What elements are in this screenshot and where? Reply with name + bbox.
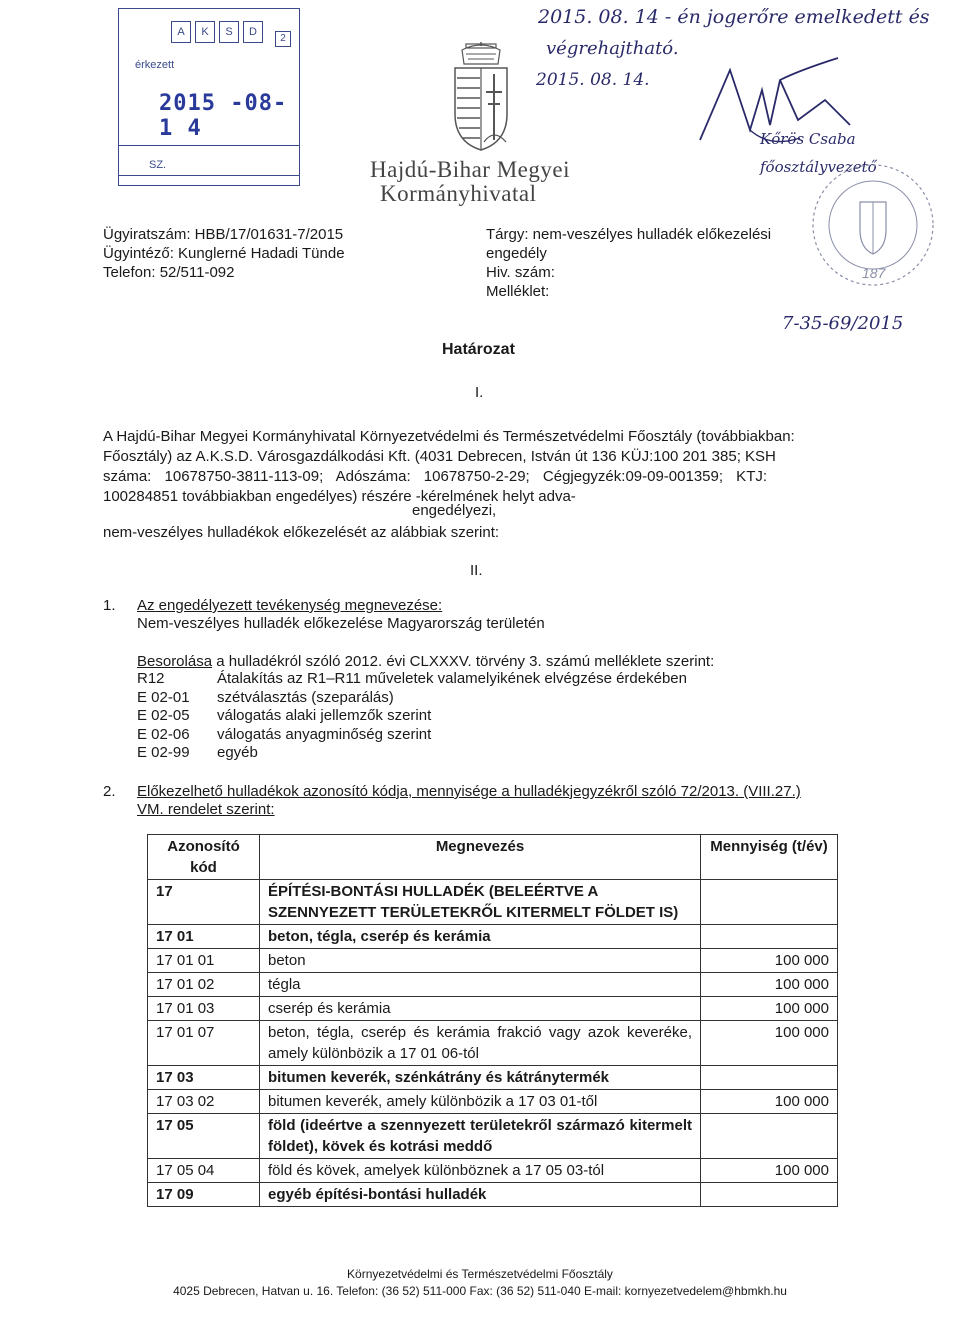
operation-codes	[137, 670, 687, 763]
item1-heading: Az engedélyezett tevékenység megnevezése:	[137, 597, 443, 614]
waste-name: föld és kövek, amelyek különböznek a 17 05 03-tól	[260, 1159, 701, 1183]
waste-code: 17 05	[148, 1114, 260, 1159]
waste-code-table	[147, 834, 838, 1207]
waste-name: beton, tégla, cserép és kerámia	[260, 925, 701, 949]
waste-quantity: 100 000	[701, 1159, 838, 1183]
officer-phone: Telefon: 52/511-092	[103, 264, 235, 281]
table-row	[148, 1021, 838, 1066]
waste-quantity: 100 000	[701, 1021, 838, 1066]
waste-code: 17 01	[148, 925, 260, 949]
waste-name: beton, tégla, cserép és kerámia frakció vagy azok keveréke, amely különbözik a 17 01 06-tól	[260, 1021, 701, 1066]
stamp-box-letter: D	[243, 21, 263, 43]
classification-text: a hulladékról szóló 2012. évi CLXXXV. törvény 3. számú melléklete szerint:	[216, 653, 715, 670]
waste-code: 17 05 04	[148, 1159, 260, 1183]
item2-heading-cont: VM. rendelet szerint:	[137, 801, 275, 818]
intro-line: Főosztály) az A.K.S.D. Városgazdálkodási Kft. (4031 Debrecen, István út 136 KÜJ:100 201 385; KSH	[103, 448, 776, 465]
section-number-2: II.	[470, 562, 483, 579]
waste-quantity: 100 000	[701, 973, 838, 997]
table-row	[148, 1090, 838, 1114]
column-header-quantity: Mennyiség (t/év)	[701, 835, 838, 880]
intro-line: száma: 10678750-3811-113-09; Adószáma: 10678750-2-29; Cégjegyzék:09-09-001359; KTJ:	[103, 468, 768, 485]
waste-code: 17 09	[148, 1183, 260, 1207]
case-officer: Ügyintéző: Kunglerné Hadadi Tünde	[103, 245, 345, 262]
waste-name: beton	[260, 949, 701, 973]
intro-line: 100284851 továbbiakban engedélyes) részére -kérelmének helyt adva-	[103, 488, 576, 505]
table-row	[148, 925, 838, 949]
waste-name: egyéb építési-bontási hulladék	[260, 1183, 701, 1207]
operation-code: R12	[137, 670, 165, 687]
intro-closing: nem-veszélyes hulladékok előkezelését az alábbiak szerint:	[103, 524, 500, 541]
table-row	[148, 949, 838, 973]
waste-code: 17	[148, 880, 260, 925]
handwritten-date: 2015. 08. 14.	[536, 70, 650, 90]
footer-contact: 4025 Debrecen, Hatvan u. 16. Telefon: (36 52) 511-000 Fax: (36 52) 511-040 E-mail: kornyezetvedelem@hbmkh.hu	[173, 1284, 787, 1298]
operation-desc: egyéb	[217, 744, 258, 761]
waste-quantity: 100 000	[701, 949, 838, 973]
item1-number: 1.	[103, 597, 116, 614]
stamp-label: érkezett	[135, 59, 175, 71]
waste-quantity	[701, 1183, 838, 1207]
received-stamp	[118, 8, 300, 186]
stamp-divider	[119, 175, 299, 176]
section-number-1: I.	[475, 384, 484, 401]
operation-code: E 02-06	[137, 725, 190, 743]
operation-code-row	[137, 744, 687, 763]
signer-name: Kőrös Csaba	[760, 130, 856, 148]
header-line1: Hajdú-Bihar Megyei	[370, 157, 570, 182]
waste-quantity	[701, 1114, 838, 1159]
stamp-box-letter: K	[195, 21, 215, 43]
table-row	[148, 1183, 838, 1207]
intro-line: A Hajdú-Bihar Megyei Kormányhivatal Környezetvédelmi és Természetvédelmi Főosztály (továbbiakban:	[103, 428, 795, 445]
intro-paragraph	[103, 427, 857, 507]
operation-code-row	[137, 707, 687, 726]
table-row	[148, 1066, 838, 1090]
classification-label: Besorolása	[137, 653, 213, 670]
waste-name: ÉPÍTÉSI-BONTÁSI HULLADÉK (BELEÉRTVE A SZENNYEZETT TERÜLETEKRŐL KITERMELT FÖLDET IS)	[260, 880, 701, 925]
waste-name: bitumen keverék, amely különbözik a 17 03 01-től	[260, 1090, 701, 1114]
column-header-name: Megnevezés	[260, 835, 701, 880]
waste-code: 17 01 02	[148, 973, 260, 997]
table-row	[148, 880, 838, 925]
reference-number: Hiv. szám:	[486, 264, 555, 281]
seal-number: 187	[862, 265, 886, 281]
attachment: Melléklet:	[486, 283, 550, 300]
waste-code: 17 01 03	[148, 997, 260, 1021]
waste-quantity	[701, 925, 838, 949]
waste-name: föld (ideértve a szennyezett területekről származó kitermelt földet), kövek és kotrási meddő	[260, 1114, 701, 1159]
waste-code: 17 01 01	[148, 949, 260, 973]
stamp-box-letter: S	[219, 21, 239, 43]
operation-desc: szétválasztás (szeparálás)	[217, 688, 394, 706]
stamp-divider	[119, 145, 299, 146]
table-row	[148, 1114, 838, 1159]
operation-desc: válogatás alaki jellemzők szerint	[217, 707, 432, 724]
waste-quantity: 100 000	[701, 1090, 838, 1114]
table-row	[148, 997, 838, 1021]
handwritten-note-line2: végrehajtható.	[546, 38, 679, 59]
header-line2: Kormányhivatal	[380, 181, 537, 206]
waste-code: 17 03 02	[148, 1090, 260, 1114]
operation-code: E 02-99	[137, 744, 190, 761]
subject-cont: engedély	[486, 245, 547, 262]
table-header-row	[148, 835, 838, 880]
classification	[137, 652, 714, 672]
stamp-box-number: 2	[275, 31, 291, 47]
waste-name: tégla	[260, 973, 701, 997]
stamp-box-letter: A	[171, 21, 191, 43]
meta-right	[486, 225, 771, 301]
operation-code: E 02-05	[137, 707, 190, 724]
footer-department: Környezetvédelmi és Természetvédelmi Főosztály	[347, 1267, 613, 1281]
stamp-date: 2015 -08- 1 4	[159, 91, 288, 141]
operation-code: E 02-01	[137, 688, 190, 706]
operation-desc: válogatás anyagminőség szerint	[217, 725, 432, 743]
coat-of-arms-icon	[452, 42, 510, 152]
signer-title: főosztályvezető	[760, 158, 877, 176]
subject: Tárgy: nem-veszélyes hulladék előkezelési	[486, 226, 772, 243]
item2-heading: Előkezelhető hulladékok azonosító kódja, mennyisége a hulladékjegyzékről szóló 72/2013. (VIII.27.)	[137, 783, 801, 800]
operation-code-row	[137, 689, 687, 708]
handwritten-ref: 7-35-69/2015	[782, 313, 904, 334]
document-title: Határozat	[442, 341, 515, 358]
waste-name: cserép és kerámia	[260, 997, 701, 1021]
stamp-field-label: SZ.	[149, 159, 167, 171]
waste-quantity: 100 000	[701, 997, 838, 1021]
item2-number: 2.	[103, 783, 116, 800]
waste-quantity	[701, 1066, 838, 1090]
column-header-code: Azonosító kód	[148, 835, 260, 880]
waste-code: 17 03	[148, 1066, 260, 1090]
item1-text: Nem-veszélyes hulladék előkezelése Magyarország területén	[137, 615, 545, 632]
waste-name: bitumen keverék, szénkátrány és kátránytermék	[260, 1066, 701, 1090]
operation-code-row	[137, 670, 687, 689]
table-row	[148, 973, 838, 997]
meta-left	[103, 225, 345, 282]
handwritten-note-line1: 2015. 08. 14 - én jogerőre emelkedett és	[538, 6, 930, 28]
authorizes-word: engedélyezi,	[412, 502, 497, 519]
operation-code-row	[137, 726, 687, 745]
operation-desc: Átalakítás az R1–R11 műveletek valamelyikének elvégzése érdekében	[217, 670, 687, 687]
case-number: Ügyiratszám: HBB/17/01631-7/2015	[103, 226, 344, 243]
waste-code: 17 01 07	[148, 1021, 260, 1066]
table-row	[148, 1159, 838, 1183]
waste-quantity	[701, 880, 838, 925]
